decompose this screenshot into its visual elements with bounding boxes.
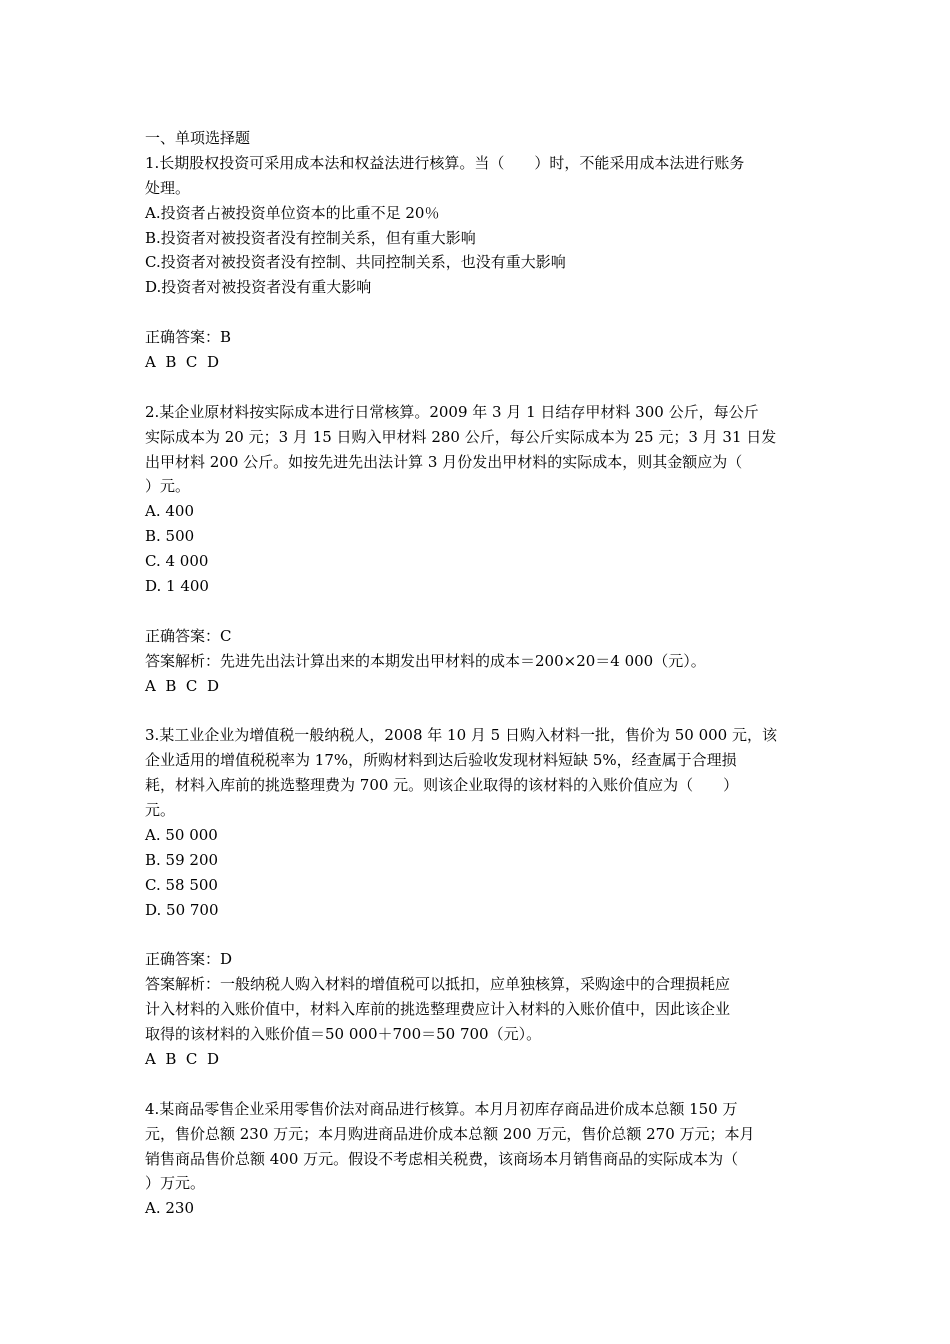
blank-line bbox=[145, 599, 810, 624]
option-letters: A B C D bbox=[145, 1049, 219, 1068]
correct-answer: 正确答案：C bbox=[145, 626, 232, 645]
question-stem-line: 耗，材料入库前的挑选整理费为 700 元。则该企业取得的该材料的入账价值应为（ ） bbox=[145, 776, 739, 795]
option-letters: A B C D bbox=[145, 676, 219, 695]
question-stem-line: 企业适用的增值税税率为 17%，所购材料到达后验收发现材料短缺 5%，经查属于合理损 bbox=[145, 751, 737, 770]
question-block bbox=[145, 151, 810, 400]
answer-option: A. 230 bbox=[145, 1199, 194, 1218]
question-stem-line: 1.长期股权投资可采用成本法和权益法进行核算。当（ ）时，不能采用成本法进行账务 bbox=[145, 153, 745, 172]
correct-answer: 正确答案：B bbox=[145, 328, 232, 347]
blank-line bbox=[145, 300, 810, 325]
question-block bbox=[145, 1097, 810, 1221]
question-stem-line: 处理。 bbox=[145, 178, 191, 197]
answer-option: C. 4 000 bbox=[145, 552, 209, 571]
question-stem-line: 2.某企业原材料按实际成本进行日常核算。2009 年 3 月 1 日结存甲材料 300 公斤，每公斤 bbox=[145, 402, 759, 421]
blank-line bbox=[145, 923, 810, 948]
question-stem-line: 4.某商品零售企业采用零售价法对商品进行核算。本月月初库存商品进价成本总额 150 万 bbox=[145, 1099, 738, 1118]
correct-answer: 正确答案：D bbox=[145, 950, 233, 969]
answer-analysis-line: 答案解析：一般纳税人购入材料的增值税可以抵扣，应单独核算，采购途中的合理损耗应 bbox=[145, 975, 731, 994]
question-block bbox=[145, 723, 810, 1096]
blank-line bbox=[145, 375, 810, 400]
question-stem-line: 出甲材料 200 公斤。如按先进先出法计算 3 月份发出甲材料的实际成本，则其金额应为（ bbox=[145, 452, 743, 471]
answer-option: D. 50 700 bbox=[145, 900, 219, 919]
answer-option: D. 1 400 bbox=[145, 577, 209, 596]
question-stem-line: 元，售价总额 230 万元；本月购进商品进价成本总额 200 万元，售价总额 270 万元；本月 bbox=[145, 1124, 755, 1143]
question-stem-line: ）万元。 bbox=[145, 1174, 206, 1193]
option-letters: A B C D bbox=[145, 353, 219, 372]
answer-analysis-line: 答案解析：先进先出法计算出来的本期发出甲材料的成本＝200×20＝4 000（元）。 bbox=[145, 651, 706, 670]
answer-option: B.投资者对被投资者没有控制关系，但有重大影响 bbox=[145, 228, 476, 247]
answer-analysis-line: 计入材料的入账价值中，材料入库前的挑选整理费应计入材料的入账价值中，因此该企业 bbox=[145, 1000, 731, 1019]
answer-option: A.投资者占被投资单位资本的比重不足 20％ bbox=[145, 203, 440, 222]
answer-option: C. 58 500 bbox=[145, 875, 218, 894]
question-list bbox=[145, 151, 810, 1221]
answer-option: A. 400 bbox=[145, 502, 194, 521]
question-stem-line: 实际成本为 20 元；3 月 15 日购入甲材料 280 公斤，每公斤实际成本为 25 元；3 月 31 日发 bbox=[145, 427, 777, 446]
question-stem-line: 3.某工业企业为增值税一般纳税人，2008 年 10 月 5 日购入材料一批，售价为 50 000 元，该 bbox=[145, 726, 777, 745]
blank-line bbox=[145, 1072, 810, 1097]
section-title: 一、单项选择题 bbox=[145, 129, 251, 147]
question-stem-line: ）元。 bbox=[145, 477, 191, 496]
question-stem-line: 销售商品售价总额 400 万元。假设不考虑相关税费，该商场本月销售商品的实际成本为（ bbox=[145, 1149, 739, 1168]
blank-line bbox=[145, 698, 810, 723]
answer-option: A. 50 000 bbox=[145, 825, 218, 844]
answer-analysis-line: 取得的该材料的入账价值＝50 000＋700＝50 700（元）。 bbox=[145, 1025, 542, 1044]
document-body bbox=[145, 126, 810, 1221]
question-stem-line: 元。 bbox=[145, 801, 176, 820]
answer-option: B. 500 bbox=[145, 527, 195, 546]
answer-option: D.投资者对被投资者没有重大影响 bbox=[145, 278, 372, 297]
answer-option: C.投资者对被投资者没有控制、共同控制关系，也没有重大影响 bbox=[145, 253, 566, 272]
answer-option: B. 59 200 bbox=[145, 850, 219, 869]
question-block bbox=[145, 400, 810, 724]
